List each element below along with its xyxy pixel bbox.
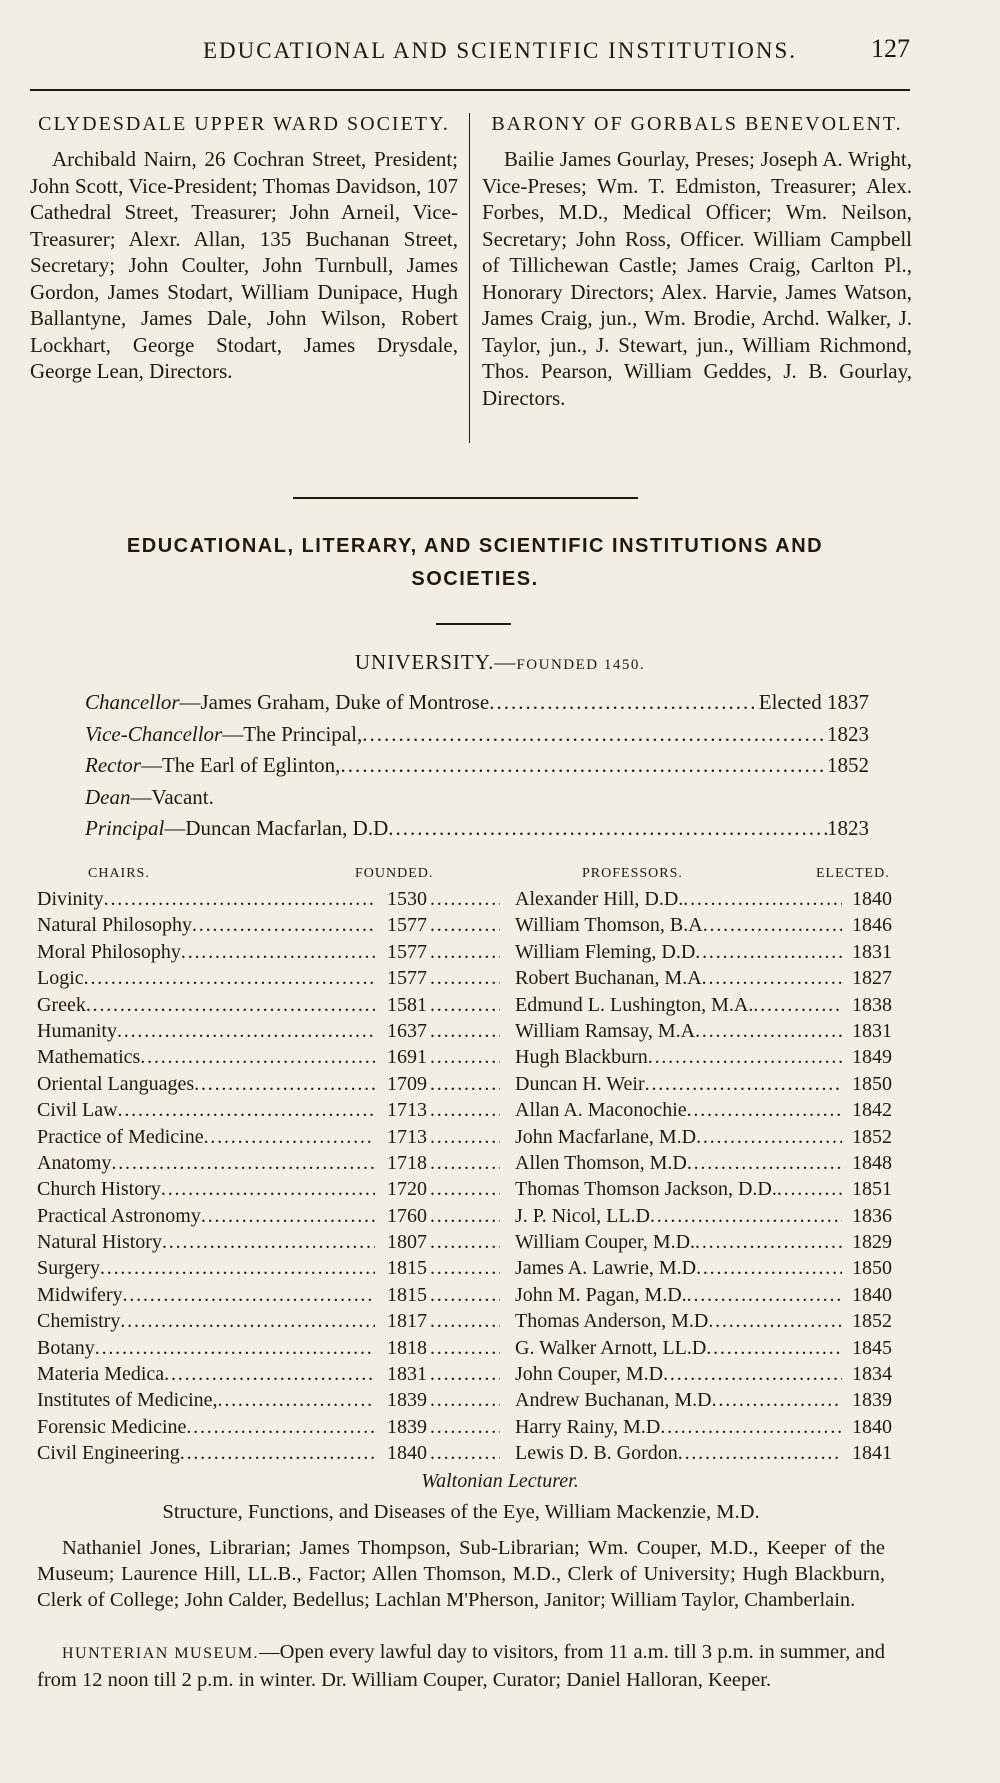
professor-cell xyxy=(515,1020,842,1043)
founded-cell: 1840 xyxy=(387,1442,427,1465)
leader-dots xyxy=(430,1389,500,1412)
table-row xyxy=(37,965,892,991)
leader-dots xyxy=(362,722,827,747)
leader-dots xyxy=(430,1310,500,1333)
elected-cell: 1850 xyxy=(852,1072,892,1095)
leader-dots xyxy=(687,1099,842,1122)
founded-cell: 1760 xyxy=(387,1204,427,1227)
officer-row xyxy=(85,690,869,722)
leader-dots xyxy=(118,1099,375,1122)
chair-name: Natural Philosophy xyxy=(37,914,192,937)
professor-cell xyxy=(515,1099,842,1122)
professor-name: Hugh Blackburn xyxy=(515,1046,648,1069)
elected-cell: 1852 xyxy=(852,1310,892,1333)
chair-name: Botany xyxy=(37,1336,95,1359)
leader-dots xyxy=(708,1310,842,1333)
professor-name: John Couper, M.D xyxy=(515,1363,664,1386)
founded-cell: 1807 xyxy=(387,1231,427,1254)
elected-cell: 1845 xyxy=(852,1336,892,1359)
chair-name: Natural History xyxy=(37,1231,162,1254)
leader-dots xyxy=(683,888,842,911)
leader-dots xyxy=(430,941,500,964)
professor-name: John Macfarlane, M.D xyxy=(515,1125,697,1148)
officer-role: Dean xyxy=(85,784,131,809)
elected-cell: 1836 xyxy=(852,1204,892,1227)
officer-elected: 1823 xyxy=(827,721,869,746)
table-row xyxy=(37,1414,892,1440)
founded-cell: 1577 xyxy=(387,914,427,937)
founded-cell: 1581 xyxy=(387,993,427,1016)
professor-name: Andrew Buchanan, M.D xyxy=(515,1389,712,1412)
right-society-body: Bailie James Gourlay, Preses; Joseph A. Wright, Vice-Preses; Wm. T. Edmiston, Treasurer; Alex. Forbes, M.D., Medical Officer; Wm. Neilson, Secretary; John Ross, Officer. William Campbell of Tillichewan Castle; James Craig, Carlton Pl., Honorary Directors; Alex. Harvie, James Watson, James Craig, jun., Wm. Brodie, Archd. Walker, J. Taylor, jun., J. Stewart, jun., William Richmond, Thos. Pearson, William Geddes, J. B. Gourlay, Directors. xyxy=(482,147,912,410)
officer-name: —Duncan Macfarlan, D.D xyxy=(164,816,389,840)
leader-dots xyxy=(104,888,375,911)
professor-cell xyxy=(515,1389,842,1412)
table-row xyxy=(37,1440,892,1466)
professor-name: Harry Rainy, M.D xyxy=(515,1415,661,1438)
table-row xyxy=(37,1335,892,1361)
table-row xyxy=(37,1044,892,1070)
running-title: EDUCATIONAL AND SCIENTIFIC INSTITUTIONS. xyxy=(202,38,798,63)
chair-name: Surgery xyxy=(37,1257,100,1280)
table-row xyxy=(37,886,892,912)
chair-name: Humanity xyxy=(37,1019,117,1042)
chair-cell xyxy=(37,1178,375,1201)
elected-cell: 1842 xyxy=(852,1099,892,1122)
elected-cell: 1831 xyxy=(852,940,892,963)
founded-cell: 1577 xyxy=(387,967,427,990)
officer-name: —James Graham, Duke of Montrose xyxy=(179,690,490,714)
founded-cell: 1691 xyxy=(387,1046,427,1069)
chair-cell xyxy=(37,914,375,937)
table-row xyxy=(37,1361,892,1387)
leader-dots xyxy=(86,994,375,1017)
leader-dots xyxy=(430,1257,500,1280)
elected-cell: 1840 xyxy=(852,888,892,910)
professor-name: Alexander Hill, D.D. xyxy=(515,888,684,910)
professor-cell xyxy=(515,1442,842,1465)
museum-label: HUNTERIAN MUSEUM. xyxy=(62,1645,260,1662)
professor-cell xyxy=(515,1284,842,1307)
leader-dots xyxy=(695,1231,842,1254)
officer-role: Vice-Chancellor xyxy=(85,721,223,746)
table-row xyxy=(37,1071,892,1097)
elected-cell: 1831 xyxy=(852,1019,892,1042)
university-heading xyxy=(0,650,1000,675)
professor-name: William Ramsay, M.A xyxy=(515,1019,696,1042)
table-row xyxy=(37,1229,892,1255)
elected-cell: 1838 xyxy=(852,993,892,1016)
table-row xyxy=(37,1097,892,1123)
chair-cell xyxy=(37,994,375,1017)
header-rule xyxy=(30,89,910,91)
leader-dots xyxy=(430,1205,500,1228)
left-society xyxy=(30,113,458,385)
chair-name: Practical Astronomy xyxy=(37,1204,201,1227)
founded-cell: 1839 xyxy=(387,1389,427,1412)
professor-name: Lewis D. B. Gordon xyxy=(515,1442,678,1465)
elected-cell: 1834 xyxy=(852,1363,892,1386)
chair-name: Chemistry xyxy=(37,1310,121,1333)
professor-name: Duncan H. Weir xyxy=(515,1072,645,1095)
chair-name: Civil Engineering xyxy=(37,1442,180,1465)
right-society xyxy=(482,113,912,411)
leader-dots xyxy=(194,1073,375,1096)
table-row xyxy=(37,1018,892,1044)
professor-name: Robert Buchanan, M.A xyxy=(515,967,702,990)
leader-dots xyxy=(340,753,827,778)
leader-dots xyxy=(430,1046,500,1069)
officer-role: Chancellor xyxy=(85,690,180,714)
title-rule xyxy=(436,623,511,625)
leader-dots xyxy=(753,994,842,1017)
chair-name: Forensic Medicine xyxy=(37,1415,187,1438)
officer-row xyxy=(85,722,869,754)
officer-role: Principal xyxy=(85,816,165,840)
university-founded: FOUNDED 1450. xyxy=(516,657,646,673)
chair-name: Materia Medica xyxy=(37,1363,165,1386)
professor-cell xyxy=(515,1416,842,1439)
leader-dots xyxy=(430,888,500,911)
section-title: EDUCATIONAL, LITERARY, AND SCIENTIFIC INSTITUTIONS AND SOCIETIES. xyxy=(126,535,824,590)
museum-paragraph xyxy=(37,1639,885,1693)
professor-cell xyxy=(515,1178,842,1201)
chair-name: Oriental Languages xyxy=(37,1072,195,1095)
professor-name: James A. Lawrie, M.D xyxy=(515,1257,697,1280)
table-row xyxy=(37,992,892,1018)
leader-dots xyxy=(430,1178,500,1201)
professor-name: William Couper, M.D. xyxy=(515,1231,696,1254)
officer-row xyxy=(85,785,869,817)
founded-cell: 1831 xyxy=(387,1363,427,1386)
professor-name: Allen Thomson, M.D xyxy=(515,1151,687,1174)
professor-cell xyxy=(515,1152,842,1175)
elected-cell: 1827 xyxy=(852,967,892,990)
professor-cell xyxy=(515,1073,842,1096)
leader-dots xyxy=(95,1337,375,1360)
table-row xyxy=(37,912,892,938)
lecturer-title: Waltonian Lecturer. xyxy=(421,1470,579,1492)
leader-dots xyxy=(696,1126,842,1149)
col-header-founded: FOUNDED. xyxy=(355,866,434,881)
professor-cell xyxy=(515,1046,842,1069)
officers-list xyxy=(85,690,869,848)
professor-name: John M. Pagan, M.D. xyxy=(515,1283,687,1306)
officer-row xyxy=(85,816,869,848)
left-society-heading: CLYDESDALE UPPER WARD SOCIETY. xyxy=(38,113,450,135)
elected-cell: 1848 xyxy=(852,1151,892,1174)
leader-dots xyxy=(120,1310,375,1333)
professor-cell xyxy=(515,1126,842,1149)
officer-elected: 1852 xyxy=(827,753,869,777)
founded-cell: 1637 xyxy=(387,1019,427,1042)
professor-cell xyxy=(515,1231,842,1254)
right-society-heading: BARONY OF GORBALS BENEVOLENT. xyxy=(491,113,903,135)
chair-cell xyxy=(37,1099,375,1122)
left-society-body: Archibald Nairn, 26 Cochran Street, President; John Scott, Vice-President; Thomas Davidson, 107 Cathedral Street, Treasurer; John Arneil, Vice-Treasurer; Alexr. Allan, 135 Buchanan Street, Secretary; John Coulter, John Turnbull, James Gordon, James Stodart, William Dunipace, Hugh Ballantyne, James Dale, John Wilson, Robert Lockhart, George Stodart, James Drysdale, George Lean, Directors. xyxy=(30,147,458,383)
table-row xyxy=(37,1176,892,1202)
leader-dots xyxy=(186,1416,375,1439)
leader-dots xyxy=(140,1046,375,1069)
page-number: 127 xyxy=(871,34,910,63)
museum-body: —Open every lawful day to visitors, from 11 a.m. till 3 p.m. in summer, and from 12 noon till 2 p.m. in winter. Dr. William Couper, Curator; Daniel Halloran, Keeper. xyxy=(37,1641,885,1691)
table-row xyxy=(37,939,892,965)
elected-cell: 1829 xyxy=(852,1231,892,1254)
professor-name: J. P. Nicol, LL.D xyxy=(515,1204,650,1227)
chair-cell xyxy=(37,1389,375,1412)
professor-name: William Thomson, B.A xyxy=(515,914,703,937)
leader-dots xyxy=(388,816,827,841)
chair-cell xyxy=(37,1416,375,1439)
leader-dots xyxy=(161,1178,375,1201)
founded-cell: 1577 xyxy=(387,940,427,963)
founded-cell: 1720 xyxy=(387,1178,427,1201)
leader-dots xyxy=(430,994,500,1017)
leader-dots xyxy=(660,1416,842,1439)
chair-cell xyxy=(37,1284,375,1307)
founded-cell: 1839 xyxy=(387,1415,427,1438)
professor-name: William Fleming, D.D xyxy=(515,940,696,963)
leader-dots xyxy=(204,1126,375,1149)
chair-name: Anatomy xyxy=(37,1151,112,1174)
chair-name: Church History xyxy=(37,1178,161,1201)
staff-paragraph: Nathaniel Jones, Librarian; James Thompson, Sub-Librarian; Wm. Couper, M.D., Keeper of the Museum; Laurence Hill, LL.B., Factor; Allen Thomson, M.D., Clerk of University; Hugh Blackburn, Clerk of College; John Calder, Bedellus; Lachlan M'Pherson, Janitor; William Taylor, Chamberlain. xyxy=(37,1537,885,1611)
leader-dots xyxy=(117,1020,375,1043)
elected-cell: 1840 xyxy=(852,1415,892,1438)
leader-dots xyxy=(164,1363,375,1386)
leader-dots xyxy=(100,1257,375,1280)
leader-dots xyxy=(695,1020,842,1043)
leader-dots xyxy=(430,1442,500,1465)
chair-name: Midwifery xyxy=(37,1283,123,1306)
officer-name: —The Principal, xyxy=(222,721,363,746)
chair-name: Institutes of Medicine, xyxy=(37,1389,218,1412)
table-row xyxy=(37,1124,892,1150)
professor-cell xyxy=(515,1310,842,1333)
leader-dots xyxy=(687,1284,842,1307)
leader-dots xyxy=(201,1205,375,1228)
chair-cell xyxy=(37,1073,375,1096)
leader-dots xyxy=(430,1337,500,1360)
chair-cell xyxy=(37,1337,375,1360)
chair-name: Practice of Medicine xyxy=(37,1125,204,1148)
table-row xyxy=(37,1255,892,1281)
elected-cell: 1852 xyxy=(852,1125,892,1148)
chair-cell xyxy=(37,1442,375,1465)
chair-cell xyxy=(37,1363,375,1386)
leader-dots xyxy=(430,1020,500,1043)
chair-cell xyxy=(37,1020,375,1043)
leader-dots xyxy=(678,1442,842,1465)
chair-name: Moral Philosophy xyxy=(37,940,181,963)
professor-name: Edmund L. Lushington, M.A. xyxy=(515,993,754,1016)
chair-cell xyxy=(37,1257,375,1280)
chair-cell xyxy=(37,941,375,964)
professor-cell xyxy=(515,967,842,990)
professor-cell xyxy=(515,888,842,911)
leader-dots xyxy=(123,1284,375,1307)
leader-dots xyxy=(648,1046,842,1069)
leader-dots xyxy=(687,1152,842,1175)
chair-cell xyxy=(37,1046,375,1069)
officer-role: Rector xyxy=(85,753,141,777)
table-row xyxy=(37,1282,892,1308)
leader-dots xyxy=(706,1337,842,1360)
founded-cell: 1713 xyxy=(387,1099,427,1122)
founded-cell: 1818 xyxy=(387,1336,427,1359)
elected-cell: 1846 xyxy=(852,914,892,937)
professor-cell xyxy=(515,941,842,964)
leader-dots xyxy=(489,690,759,715)
elected-cell: 1849 xyxy=(852,1046,892,1069)
chair-cell xyxy=(37,1126,375,1149)
leader-dots xyxy=(162,1231,375,1254)
elected-cell: 1839 xyxy=(852,1389,892,1412)
professor-name: Thomas Anderson, M.D xyxy=(515,1310,709,1333)
leader-dots xyxy=(430,1416,500,1439)
officer-elected: 1823 xyxy=(827,816,869,840)
founded-cell: 1817 xyxy=(387,1310,427,1333)
page-header xyxy=(0,30,1000,70)
col-header-elected: ELECTED. xyxy=(816,866,890,881)
leader-dots xyxy=(650,1205,842,1228)
section-rule xyxy=(293,497,638,499)
officer-elected: Elected 1837 xyxy=(758,690,869,714)
leader-dots xyxy=(663,1363,842,1386)
leader-dots xyxy=(430,1231,500,1254)
professor-cell xyxy=(515,1363,842,1386)
professor-name: Thomas Thomson Jackson, D.D. xyxy=(515,1178,777,1201)
leader-dots xyxy=(696,1257,842,1280)
professor-cell xyxy=(515,994,842,1017)
leader-dots xyxy=(430,1152,500,1175)
elected-cell: 1840 xyxy=(852,1283,892,1306)
leader-dots xyxy=(111,1152,375,1175)
chair-cell xyxy=(37,967,375,990)
professor-cell xyxy=(515,914,842,937)
table-row xyxy=(37,1150,892,1176)
founded-cell: 1713 xyxy=(387,1125,427,1148)
chair-name: Greek xyxy=(37,993,86,1016)
officer-name: —Vacant. xyxy=(130,784,214,809)
professor-cell xyxy=(515,1257,842,1280)
university-title: UNIVERSITY.— xyxy=(354,650,517,674)
leader-dots xyxy=(702,967,842,990)
chair-cell xyxy=(37,1310,375,1333)
leader-dots xyxy=(777,1178,842,1201)
col-header-chairs: CHAIRS. xyxy=(88,866,150,881)
elected-cell: 1841 xyxy=(852,1442,892,1465)
leader-dots xyxy=(218,1389,375,1412)
founded-cell: 1709 xyxy=(387,1072,427,1095)
col-header-professors: PROFESSORS. xyxy=(582,866,683,881)
leader-dots xyxy=(430,1073,500,1096)
chair-cell xyxy=(37,1231,375,1254)
chair-name: Civil Law xyxy=(37,1099,118,1122)
leader-dots xyxy=(181,941,375,964)
chairs-table xyxy=(37,886,892,1467)
table-row xyxy=(37,1203,892,1229)
leader-dots xyxy=(645,1073,842,1096)
chair-cell xyxy=(37,888,375,911)
founded-cell: 1530 xyxy=(387,888,427,910)
lecturer-body: Structure, Functions, and Diseases of the Eye, William Mackenzie, M.D. xyxy=(162,1501,760,1523)
professor-name: Allan A. Maconochie xyxy=(515,1099,687,1122)
leader-dots xyxy=(712,1389,842,1412)
professor-cell xyxy=(515,1337,842,1360)
leader-dots xyxy=(430,1099,500,1122)
table-row xyxy=(37,1387,892,1413)
leader-dots xyxy=(695,941,842,964)
founded-cell: 1815 xyxy=(387,1283,427,1306)
column-divider xyxy=(469,113,470,443)
table-row xyxy=(37,1308,892,1334)
leader-dots xyxy=(430,1126,500,1149)
officer-name: —The Earl of Eglinton, xyxy=(140,753,341,777)
professor-name: G. Walker Arnott, LL.D xyxy=(515,1336,707,1359)
chairs-table-header xyxy=(0,866,1000,886)
professor-cell xyxy=(515,1205,842,1228)
leader-dots xyxy=(84,967,375,990)
founded-cell: 1815 xyxy=(387,1257,427,1280)
chair-cell xyxy=(37,1152,375,1175)
leader-dots xyxy=(430,1284,500,1307)
elected-cell: 1850 xyxy=(852,1257,892,1280)
leader-dots xyxy=(192,914,375,937)
founded-cell: 1718 xyxy=(387,1151,427,1174)
chair-cell xyxy=(37,1205,375,1228)
leader-dots xyxy=(180,1442,375,1465)
chair-name: Mathematics xyxy=(37,1046,141,1069)
elected-cell: 1851 xyxy=(852,1178,892,1201)
leader-dots xyxy=(703,914,842,937)
chair-name: Divinity xyxy=(37,888,104,910)
leader-dots xyxy=(430,967,500,990)
chair-name: Logic xyxy=(37,967,84,990)
officer-row xyxy=(85,753,869,785)
leader-dots xyxy=(430,914,500,937)
leader-dots xyxy=(430,1363,500,1386)
